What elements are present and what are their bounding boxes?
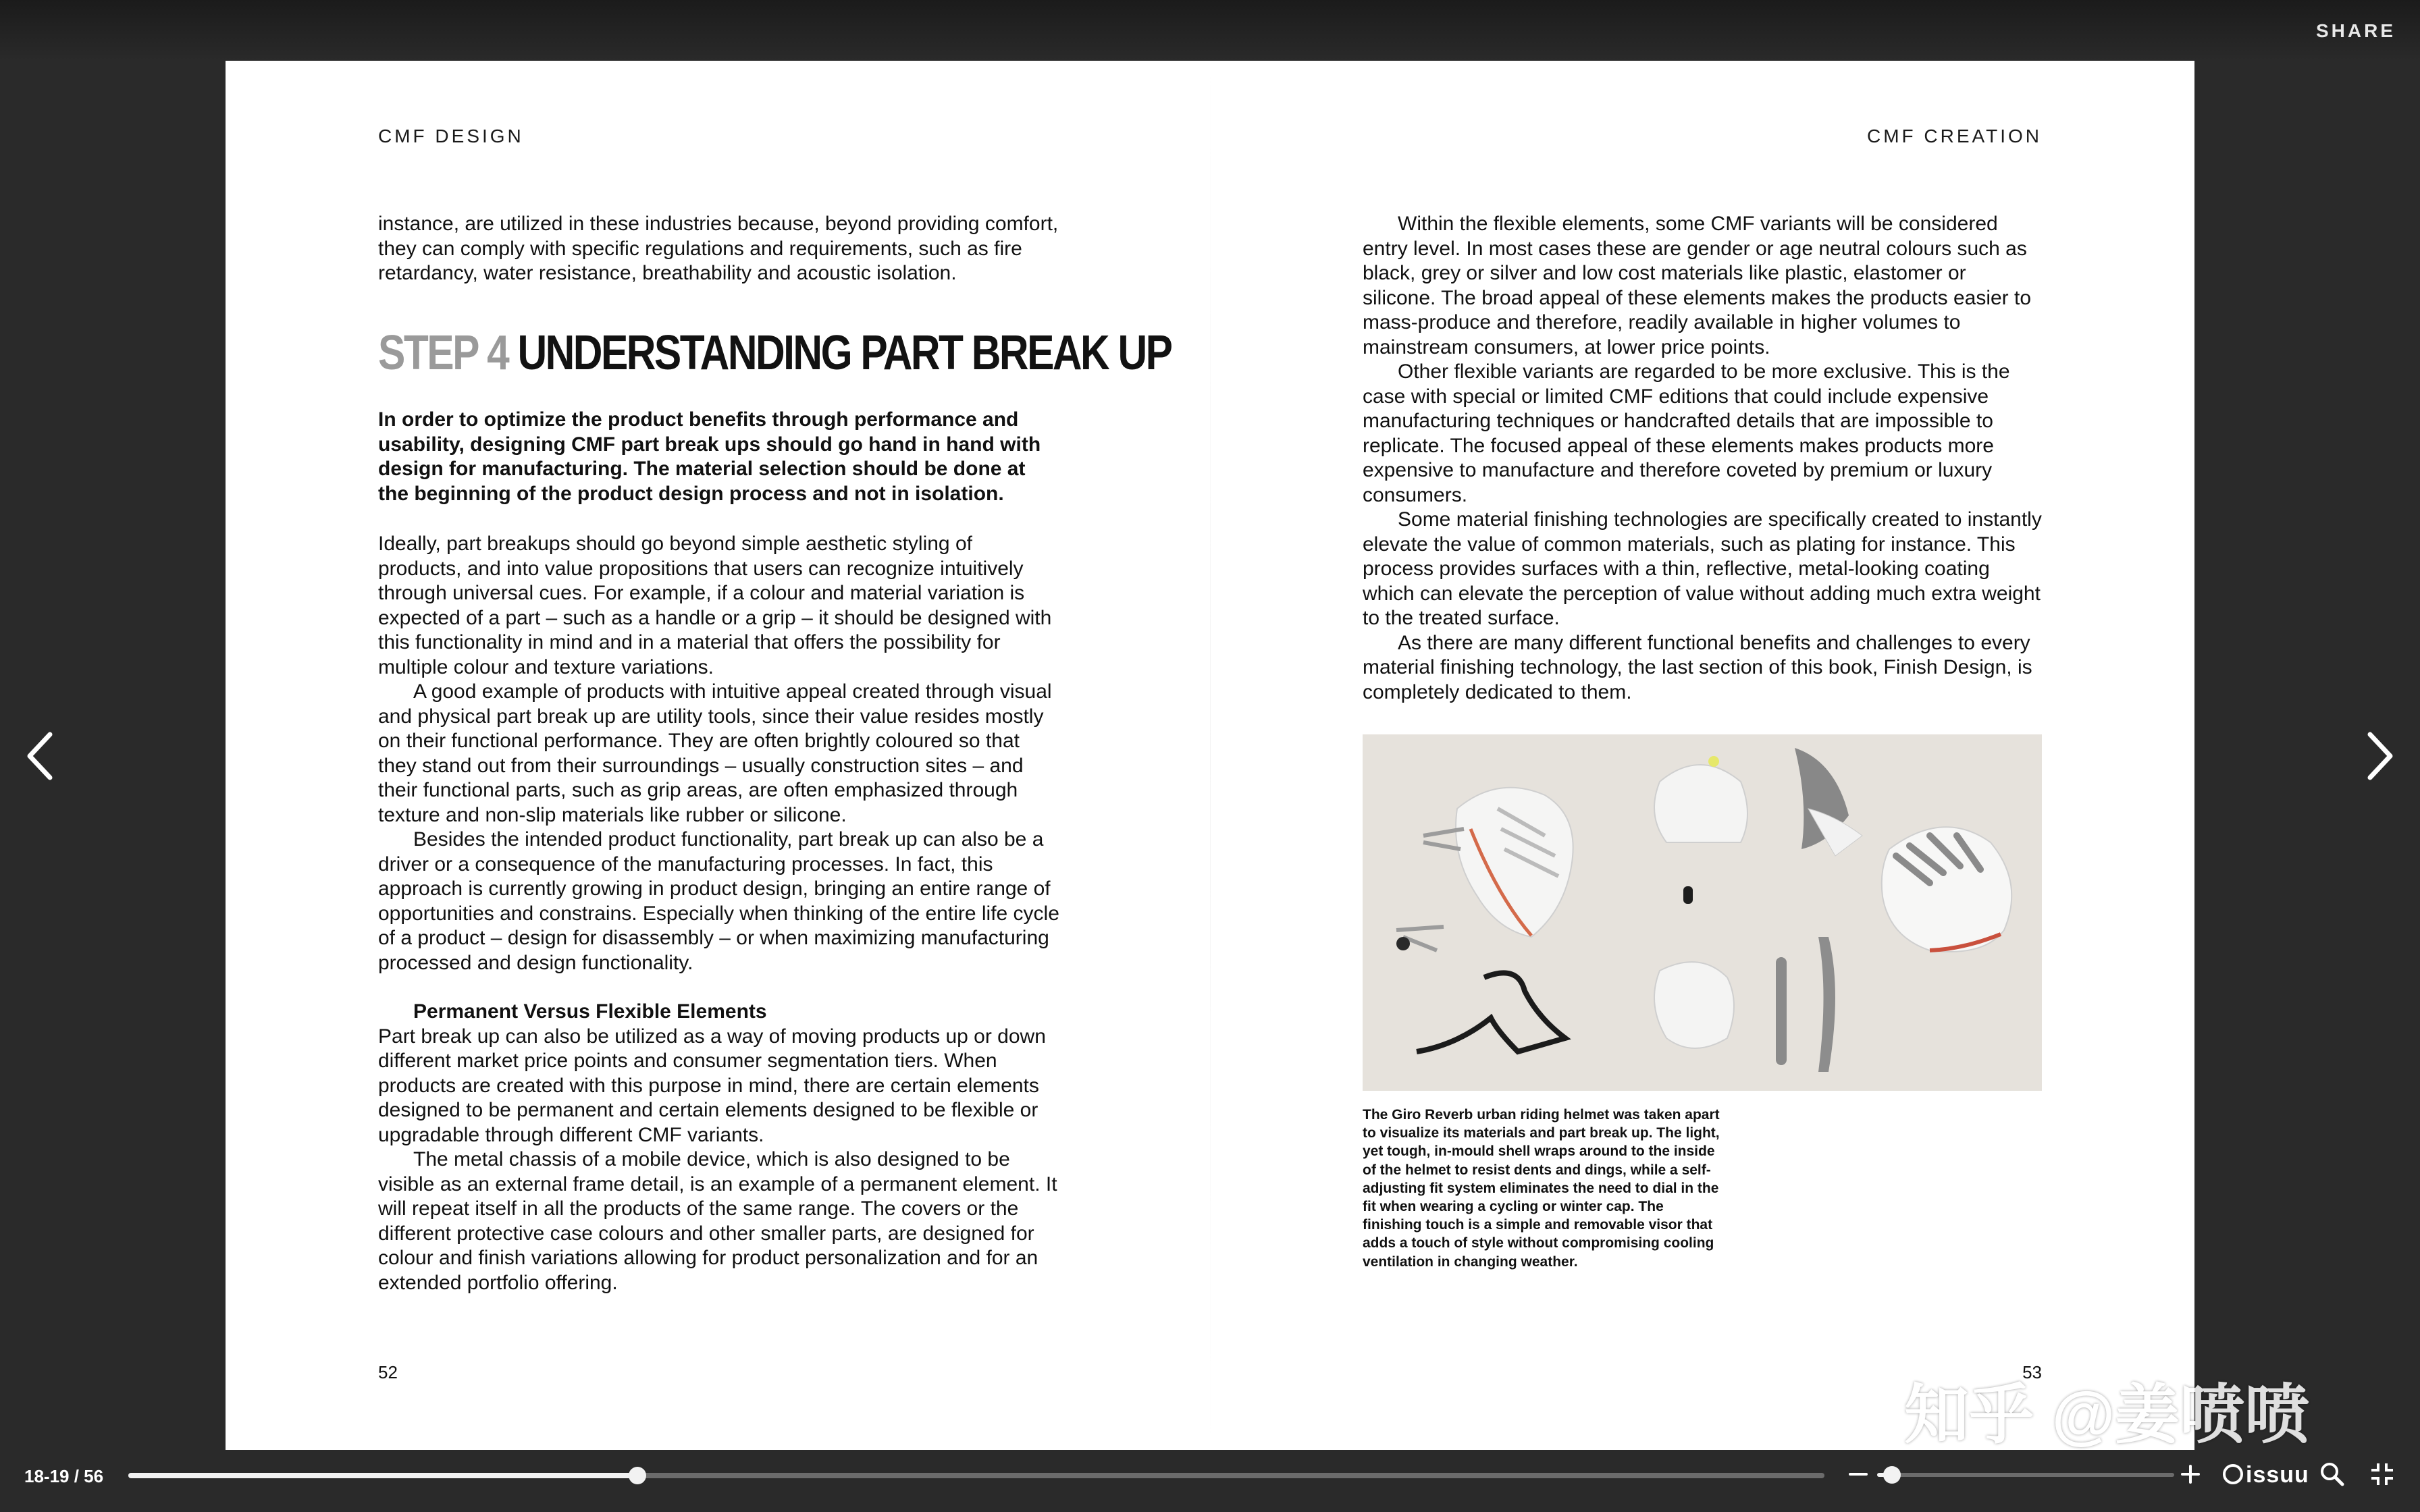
fullscreen-button[interactable] xyxy=(2369,1461,2396,1488)
step-title: UNDERSTANDING PART BREAK UP xyxy=(517,326,1172,380)
zoom-in-icon xyxy=(2180,1463,2201,1485)
magnifier-icon xyxy=(2319,1461,2346,1488)
viewer-toolbar xyxy=(0,1450,2420,1512)
body-paragraph: Ideally, part breakups should go beyond simple aesthetic styling of products, and into value propositions that users can recognize intuitively through universal cues. For example, if a colour and material variation is expected of a part – such as a handle or a grip – it should be designed with this functionality in mind and in a material that offers the possibility for multiple colour and texture variations. xyxy=(378,533,1052,678)
share-button[interactable]: SHARE xyxy=(2315,20,2396,41)
watermark-text: 知乎 @姜喷喷 xyxy=(1904,1379,2310,1451)
top-bar xyxy=(0,0,2420,61)
step-label: STEP 4 xyxy=(378,326,508,380)
helmet-photo xyxy=(1363,734,2042,1091)
zoom-slider[interactable] xyxy=(1877,1473,2174,1477)
step-heading xyxy=(378,325,1172,381)
photo-caption: The Giro Reverb urban riding helmet was taken apart to visualize its materials and part break up. The light, yet tough, in-mould shell wraps around to the inside of the helmet to resist dents and dings, while a self-adjusting fit system eliminates the need to dial in the fit when wearing a cycling or winter cap. The finishing touch is a simple and removable visor that adds a touch of style without compromising cooling ventilation in changing weather. xyxy=(1363,1107,1720,1270)
chevron-right-icon xyxy=(2359,729,2400,783)
body-paragraph: Part break up can also be utilized as a way of moving products up or down different market price points and consumer segmentation tiers. When products are created with this purpose in mind, there are certain elements designed to be permanent and certain elements designed to be flexible or upgradable through different CMF variants. xyxy=(378,1025,1046,1146)
running-head-right: CMF CREATION xyxy=(1866,126,2042,146)
fullscreen-exit-icon xyxy=(2369,1461,2396,1488)
body-paragraph: A good example of products with intuitive appeal created through visual and physical part break up are utility tools, since their value resides mostly on their functional performance. They are often brightly coloured so that they stand out from their surroundings – usually construction sites – and their functional parts, such as grip areas, are often emphasized through texture and non-slip materials like rubber or silicone. xyxy=(378,680,1052,826)
chevron-left-icon xyxy=(20,729,61,783)
page-number-left: 52 xyxy=(378,1362,398,1382)
left-page xyxy=(226,61,1210,1450)
next-page-button[interactable] xyxy=(2359,729,2400,783)
issuu-brand-text: issuu xyxy=(2246,1462,2309,1488)
previous-page-button[interactable] xyxy=(20,729,61,783)
zoom-out-icon xyxy=(1847,1463,1869,1485)
page-counter: 18-19 / 56 xyxy=(24,1466,104,1486)
search-button[interactable] xyxy=(2319,1461,2346,1488)
body-paragraph: Some material finishing technologies are specifically created to instantly elevate the value of common materials, such as plating for instance. This process provides surfaces with a thin, reflective, metal-looking coating which can elevate the perception of value without adding much extra weight to the treated surface. xyxy=(1363,508,2042,629)
page-slider-handle[interactable] xyxy=(629,1467,646,1484)
page-slider-fill xyxy=(128,1473,637,1478)
zoom-in-button[interactable] xyxy=(2180,1463,2201,1485)
issuu-logo[interactable] xyxy=(2223,1462,2309,1488)
body-paragraph: Within the flexible elements, some CMF variants will be considered entry level. In most cases these are gender or age neutral colours such as black, grey or silver and low cost materials like plastic, elastomer or silicone. The broad appeal of these elements makes the products easier to mass-produce and therefore, readily available in higher volumes to mainstream consumers, at lower price points. xyxy=(1363,213,2032,358)
intro-paragraph xyxy=(378,212,1060,286)
helmet-parts-illustration xyxy=(1363,734,2042,1091)
page-slider[interactable] xyxy=(128,1473,1824,1478)
body-column-right xyxy=(1363,212,2045,705)
body-paragraph: Other flexible variants are regarded to be more exclusive. This is the case with special or limited CMF editions that could include expensive manufacturing techniques or handcrafted details that are impossible to replicate. The focused appeal of these elements makes products more expensive to manufacture and therefore coveted by premium or luxury consumers. xyxy=(1363,360,2010,506)
page-number-right: 53 xyxy=(2022,1362,2042,1382)
body-paragraph: Besides the intended product functionality, part break up can also be a driver or a consequence of the manufacturing processes. In fact, this approach is currently growing in product design, bringing an entire range of opportunities and constrains. Especially when thinking of the entire life cycle of a product – design for disassembly – or when maximizing manufacturing processed and design functionality. xyxy=(378,828,1059,974)
zoom-slider-handle[interactable] xyxy=(1883,1466,1901,1484)
zoom-out-button[interactable] xyxy=(1847,1463,1869,1485)
lead-paragraph: In order to optimize the product benefits through performance and usability, designing CMF part break ups should go hand in hand with design for manufacturing. The material selection should be done at the beginning of the product design process and not in isolation. xyxy=(378,408,1041,505)
body-paragraph: The metal chassis of a mobile device, which is also designed to be visible as an external frame detail, is an example of a permanent element. It will repeat itself in all the products of the same range. The covers or the different protective case colours and other smaller parts, are designed for colour and finish variations allowing for product personalization and for an extended portfolio offering. xyxy=(378,1148,1057,1294)
subheading: Permanent Versus Flexible Elements xyxy=(413,1000,767,1023)
issuu-mark-icon xyxy=(2223,1464,2243,1484)
body-paragraph: As there are many different functional benefits and challenges to every material finishing technology, the last section of this book, Finish Design, is completely dedicated to them. xyxy=(1363,631,2032,703)
page-spread xyxy=(226,61,2194,1450)
intro-text: instance, are utilized in these industries because, beyond providing comfort, they can comply with specific regulations and requirements, such as fire retardancy, water resistance, breathability and acoustic isolation. xyxy=(378,213,1059,284)
running-head-left: CMF DESIGN xyxy=(378,126,524,146)
body-column-left xyxy=(378,532,1060,1295)
